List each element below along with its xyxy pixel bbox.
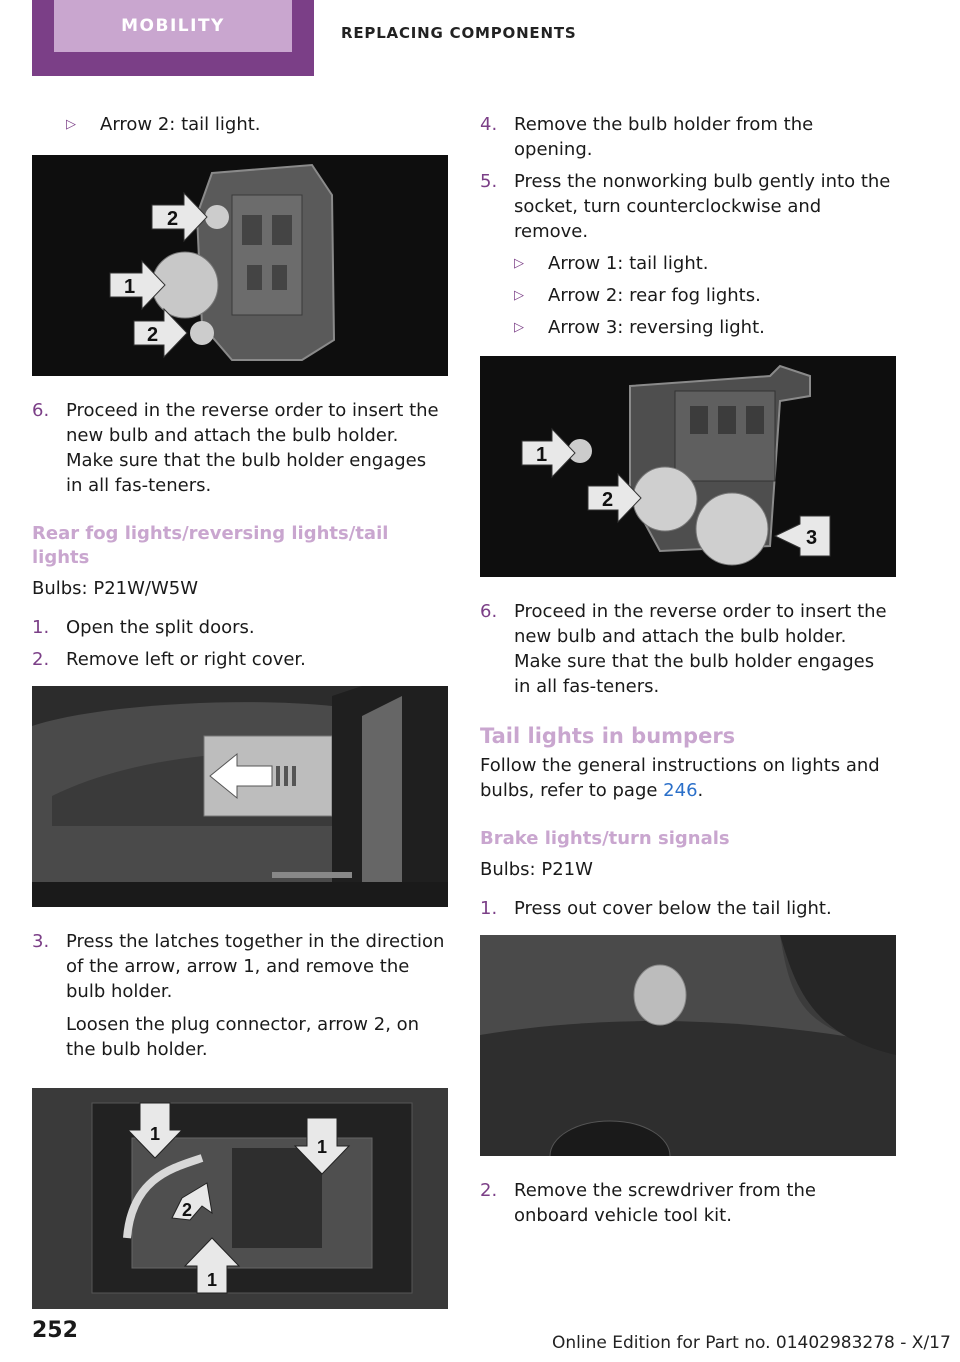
step-text: Proceed in the reverse order to insert the new bulb and attach the bulb holder. Make sure that the bulb holder engages in all fas‐teners. <box>66 400 439 496</box>
bulb-holder-three-image <box>480 356 896 577</box>
latches-plug-image <box>32 1088 448 1309</box>
step-number: 4. <box>480 114 498 135</box>
arrow-label: 1 <box>317 1137 328 1157</box>
step-number: 5. <box>480 171 498 192</box>
step-2-left <box>32 647 448 672</box>
chapter-tab-inner <box>54 0 292 52</box>
step-text: Press the latches together in the direction of the arrow, arrow 1, and remove the bulb holder. <box>66 931 445 1002</box>
step-number: 6. <box>480 601 498 622</box>
arrow-label: 2 <box>182 1200 193 1220</box>
right-column <box>480 112 896 1235</box>
step-2-right <box>480 1178 896 1228</box>
arrow-label: 2 <box>147 324 159 346</box>
step-6-left <box>32 398 448 498</box>
page-link-246[interactable]: 246 <box>663 780 698 801</box>
step-text: Remove the screwdriver from the onboard vehicle tool kit. <box>514 1180 816 1226</box>
bulbs-info: Bulbs: P21W/W5W <box>32 578 199 599</box>
tail-lights-text <box>480 753 896 803</box>
heading-rear-fog-lights: Rear fog lights/reversing lights/tail lights <box>32 523 389 568</box>
arrow-label: 3 <box>806 527 818 549</box>
bullet-arrow-2 <box>32 112 448 137</box>
tail-text-pre: Follow the general instructions on lights and bulbs, refer to page <box>480 755 880 801</box>
step-text: Remove the bulb holder from the opening. <box>514 114 814 160</box>
step-1-left <box>32 615 448 640</box>
bulbs-info-2: Bulbs: P21W <box>480 859 593 880</box>
chapter-tab-label: MOBILITY <box>121 16 225 36</box>
step-number: 6. <box>32 400 50 421</box>
step-text: Proceed in the reverse order to insert the new bulb and attach the bulb holder. Make sure that the bulb holder engages in all fas‐teners. <box>514 601 887 697</box>
arrow-label: 2 <box>602 489 614 511</box>
step-text: Remove left or right cover. <box>66 649 306 670</box>
bulb-holder-image <box>32 155 448 376</box>
step-3-subtext: Loosen the plug connector, arrow 2, on the bulb holder. <box>66 1014 420 1060</box>
triangle-bullet-icon: ▷ <box>514 288 524 303</box>
left-column <box>32 112 448 1331</box>
arrow-label: 2 <box>167 208 179 230</box>
step-5-right <box>480 169 896 244</box>
heading-tail-lights-bumpers: Tail lights in bumpers <box>480 724 736 748</box>
chapter-tab[interactable] <box>32 0 314 76</box>
step-6-right <box>480 599 896 699</box>
arrow-label: 1 <box>536 444 548 466</box>
bullet-arrow-2 <box>480 283 896 308</box>
triangle-bullet-icon: ▷ <box>514 256 524 271</box>
split-door-cover-image <box>32 686 448 907</box>
bullet-text: Arrow 2: tail light. <box>100 114 261 135</box>
tail-text-post: . <box>697 780 704 801</box>
triangle-bullet-icon: ▷ <box>66 117 76 132</box>
arrow-label: 1 <box>150 1124 161 1144</box>
step-text: Open the split doors. <box>66 617 255 638</box>
edition-footer: Online Edition for Part no. 01402983278 - X/17 <box>552 1333 951 1353</box>
bullet-text: Arrow 3: reversing light. <box>548 317 765 338</box>
step-number: 3. <box>32 931 50 952</box>
step-number: 2. <box>32 649 50 670</box>
step-number: 1. <box>480 898 498 919</box>
section-title: REPLACING COMPONENTS <box>341 24 577 42</box>
bullet-text: Arrow 2: rear fog lights. <box>548 285 761 306</box>
bullet-arrow-1 <box>480 251 896 276</box>
triangle-bullet-icon: ▷ <box>514 320 524 335</box>
step-1-right <box>480 896 896 921</box>
bullet-arrow-3 <box>480 315 896 340</box>
step-4-right <box>480 112 896 162</box>
arrow-label: 1 <box>207 1270 218 1290</box>
step-3-left <box>32 929 448 1004</box>
step-text: Press out cover below the tail light. <box>514 898 832 919</box>
bumper-cover-image <box>480 935 896 1156</box>
step-number: 2. <box>480 1180 498 1201</box>
step-number: 1. <box>32 617 50 638</box>
page-number: 252 <box>32 1318 78 1343</box>
bullet-text: Arrow 1: tail light. <box>548 253 709 274</box>
heading-brake-lights: Brake lights/turn signals <box>480 828 730 849</box>
step-text: Press the nonworking bulb gently into the socket, turn counterclockwise and remove. <box>514 171 891 242</box>
arrow-label: 1 <box>124 276 136 298</box>
